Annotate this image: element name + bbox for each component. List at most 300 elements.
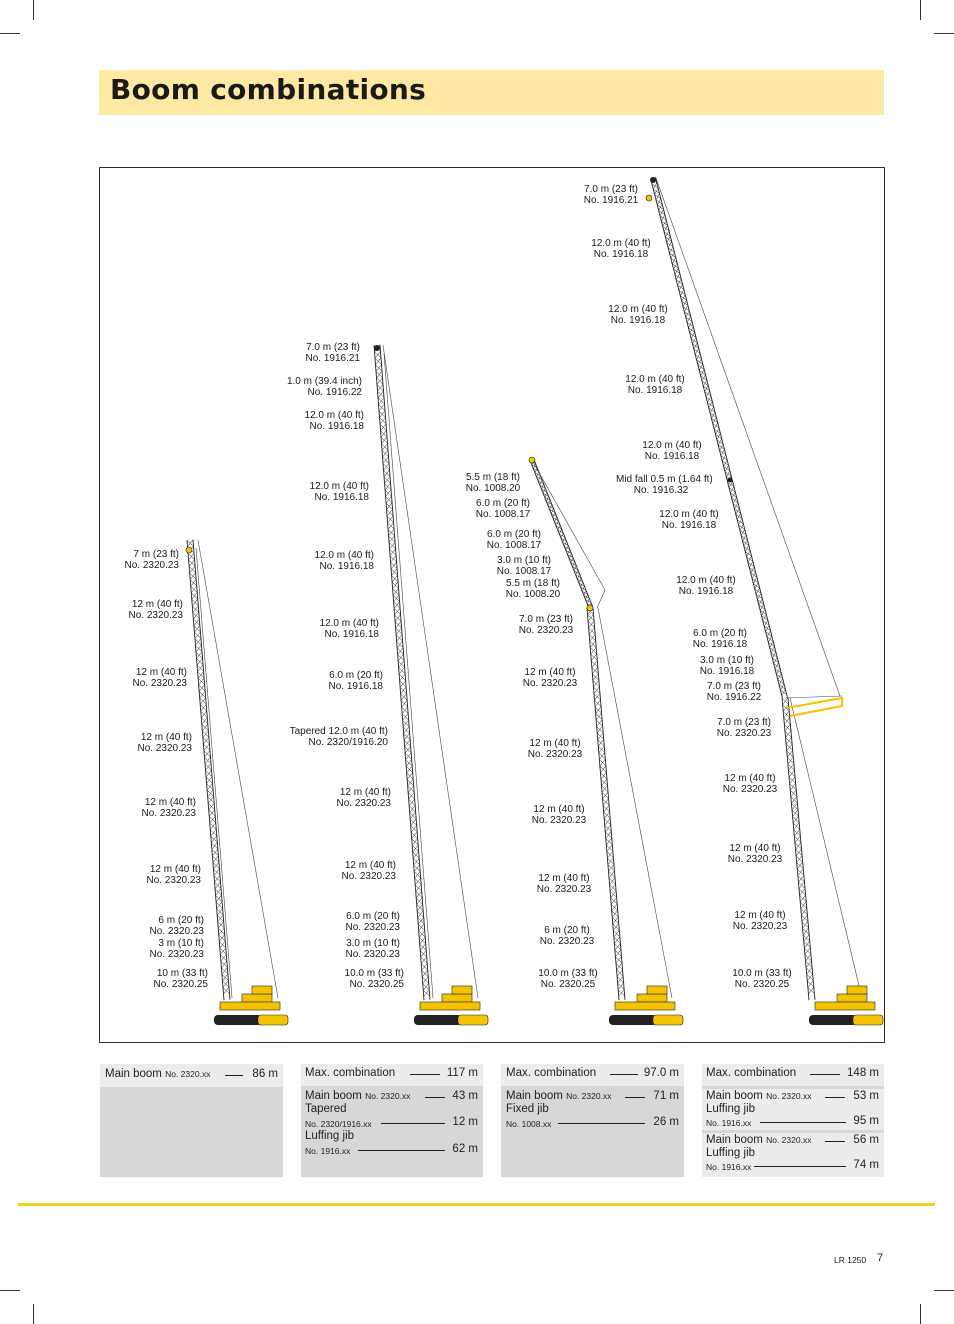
crane2-luffing-boom-member — [414, 872, 420, 878]
leader-line — [825, 1097, 845, 1098]
value: 62 m — [452, 1143, 478, 1155]
crane4-luffing-jib-member — [672, 257, 675, 264]
crane2-luffing-boom-member — [419, 938, 425, 944]
crane1-main-boom-member — [218, 922, 225, 928]
panel-row — [702, 1089, 884, 1130]
crane3-counterweight — [647, 986, 667, 994]
crane3-main-boom-member — [590, 641, 595, 648]
crane1-main-boom-member — [222, 974, 229, 980]
crane3-fixed-jib-member — [553, 512, 555, 518]
crane1-main-boom-member — [210, 830, 217, 836]
crane1-main-boom-member — [200, 691, 205, 698]
crane2-luffing-boom-member — [412, 838, 417, 845]
crane4-track-yellow — [853, 1015, 883, 1025]
crane4-main-boom-member — [808, 980, 813, 987]
value: 12 m — [452, 1116, 478, 1128]
crane4-section-label: 12.0 m (40 ft) No. 1916.18 — [676, 575, 736, 597]
crane1-main-boom-member — [215, 875, 220, 882]
crane1-section-label: 12 m (40 ft) No. 2320.23 — [137, 732, 192, 754]
crane1-superstructure — [242, 994, 272, 1002]
leader-line — [810, 1074, 840, 1075]
value: 86 m — [252, 1068, 278, 1080]
crane3-section-label: 10.0 m (33 ft) No. 2320.25 — [538, 968, 598, 990]
crane1-main-boom-member — [187, 540, 194, 546]
crane2-luffing-boom-member — [409, 806, 415, 812]
crane2-luffing-boom-member — [391, 562, 396, 569]
crane2-section-label: 12.0 m (40 ft) No. 1916.18 — [309, 481, 369, 503]
part-number: No. 1916.xx — [305, 1146, 351, 1156]
crane2-luffing-boom-member — [418, 924, 424, 930]
crane2-luffing-boom-member — [416, 891, 421, 898]
label: Main boom — [506, 1090, 563, 1102]
part-number: No. 2320.xx — [766, 1135, 812, 1145]
crane1-main-boom-member — [194, 625, 199, 632]
crane2-luffing-boom-member — [389, 543, 395, 549]
crane3-main-boom-member — [606, 845, 613, 851]
crane2-luffing-boom-member — [413, 851, 418, 858]
label: Max. combination — [706, 1067, 797, 1079]
leader-line — [225, 1075, 243, 1076]
crane2-luffing-boom-member — [395, 622, 401, 628]
crane4-luffing-jib-member — [716, 428, 719, 435]
crane2-luffing-boom-member — [388, 529, 394, 535]
crane1-main-boom-member — [213, 862, 218, 869]
crane1-main-boom-member — [204, 744, 209, 751]
crane2-luffing-boom-member — [413, 859, 419, 865]
crane4-main-boom-member — [804, 948, 811, 954]
crane2-luffing-boom-member — [402, 707, 407, 714]
crop-mark — [0, 33, 20, 34]
crane4-luffing-jib-member — [721, 449, 724, 456]
crane4-luffing-jib-member — [670, 247, 673, 254]
crane1-main-boom-member — [213, 869, 220, 875]
crane2-luffing-boom-member — [411, 825, 416, 832]
crane2-luffing-boom-member — [387, 509, 392, 516]
crane2-luffing-boom-member — [385, 490, 391, 496]
crane1-section-label: 12 m (40 ft) No. 2320.23 — [141, 797, 196, 819]
crane2-luffing-boom-member — [406, 759, 411, 766]
crane4-main-boom-member — [791, 796, 796, 803]
crane2-section-label: 3.0 m (10 ft) No. 2320.23 — [345, 938, 400, 960]
crane2-luffing-boom-member — [382, 451, 388, 457]
crane3-hook-block — [529, 457, 535, 463]
crane4-main-boom-member — [793, 817, 800, 823]
crane3-fixed-jib-member — [543, 488, 545, 494]
crane3-main-boom-member — [618, 990, 625, 996]
crane4-luffing-jib-member — [743, 535, 746, 542]
panel-header-row — [301, 1064, 483, 1086]
crane4-section-label: 7.0 m (23 ft) No. 2320.23 — [716, 717, 772, 739]
crane2-luffing-boom-member — [401, 694, 406, 701]
leader-line — [558, 1123, 645, 1124]
crane2-luffing-boom-member — [389, 536, 394, 543]
crane2-section-label: 1.0 m (39.4 inch) No. 1916.22 — [286, 376, 362, 398]
crane4-luffing-jib-member — [661, 215, 664, 222]
crane1-track — [214, 1015, 262, 1025]
crane1-main-boom-member — [192, 599, 197, 606]
crane1-main-boom-member — [202, 724, 209, 730]
crane2-luffing-boom-member — [398, 661, 404, 667]
crane3-strut — [597, 590, 605, 608]
panel-row — [100, 1064, 283, 1087]
crane1-main-boom-member — [188, 553, 195, 559]
crane4-section-label: 12 m (40 ft) No. 2320.23 — [722, 773, 778, 795]
crane1-main-boom-member — [203, 731, 208, 738]
crane2-luffing-boom-member — [422, 977, 428, 983]
crane2-luffing-boom-member — [420, 944, 425, 951]
crane4-strut — [785, 696, 842, 698]
crane2-luffing-boom-member — [405, 746, 410, 753]
crane4-luffing-jib-member — [710, 407, 713, 414]
crane1-counterweight — [252, 986, 272, 994]
crane1-section-label: 12 m (40 ft) No. 2320.23 — [146, 864, 201, 886]
crane3-section-label: 5.5 m (18 ft) No. 1008.20 — [505, 578, 561, 600]
crane4-main-boom-member — [793, 809, 798, 816]
crane3-main-boom-member — [616, 963, 623, 969]
crane4-luffing-jib-member — [655, 177, 787, 697]
crane3-main-boom-member — [612, 904, 617, 911]
panel-header-row — [501, 1064, 684, 1086]
crane3-main-boom-member — [606, 838, 611, 845]
crane1-main-boom-member — [191, 586, 196, 593]
crane4-main-boom-member — [788, 764, 795, 770]
crane4-luffing-jib-member — [699, 364, 702, 371]
crane3-main-boom-member — [601, 772, 606, 779]
crane2-luffing-boom-member — [416, 898, 422, 904]
crane2-luffing-boom-member — [380, 345, 430, 1000]
crane2-carbody — [420, 1002, 480, 1010]
label: Luffing jib — [706, 1103, 756, 1115]
crane2-luffing-boom-member — [380, 424, 386, 430]
leader-line — [425, 1097, 445, 1098]
crane3-fixed-jib-member — [573, 561, 575, 567]
crane2-luffing-boom-member — [420, 951, 426, 957]
crane3-section-label: 6.0 m (20 ft) No. 1008.17 — [486, 529, 542, 551]
crane2-hoist-rope — [384, 353, 433, 998]
crane1-main-boom-member — [194, 632, 201, 638]
value: 56 m — [853, 1134, 879, 1146]
crane3-main-boom-member — [611, 891, 616, 898]
crane3-main-boom-member — [615, 950, 622, 956]
crop-mark — [920, 1304, 921, 1324]
crane3-main-boom-member — [604, 812, 609, 819]
value: 117 m — [446, 1067, 478, 1079]
crane4-luffing-jib-member — [740, 524, 743, 531]
crane1-section-label: 12 m (40 ft) No. 2320.23 — [132, 667, 187, 689]
crane2-luffing-boom-member — [396, 635, 402, 641]
crane3-main-boom-member — [596, 706, 601, 713]
crane2-luffing-boom-member — [383, 464, 389, 470]
leader-line — [381, 1123, 445, 1124]
crane3-main-boom-member — [590, 648, 597, 654]
crane4-section-label: 7.0 m (23 ft) No. 1916.21 — [583, 184, 639, 206]
crane2-luffing-boom-member — [381, 430, 386, 437]
part-number: No. 2320.xx — [566, 1091, 612, 1101]
crane3-main-boom-member — [618, 983, 623, 990]
crane2-luffing-boom-member — [386, 503, 392, 509]
crane2-luffing-boom-member — [381, 437, 387, 443]
crane1-section-label: 10 m (33 ft) No. 2320.25 — [153, 968, 208, 990]
crane2-luffing-boom-member — [402, 714, 408, 720]
crane2-luffing-boom-member — [378, 391, 383, 398]
crane4-luffing-jib-member — [726, 471, 729, 478]
leader-line — [825, 1141, 845, 1142]
crane2-luffing-boom-member — [379, 411, 385, 417]
crane2-luffing-boom-member — [422, 970, 427, 977]
crane2-luffing-boom-member — [414, 865, 419, 872]
crane2-luffing-boom-member — [417, 911, 423, 917]
label: Main boom — [706, 1134, 763, 1146]
crane3-main-boom-member — [610, 885, 617, 891]
crane2-luffing-boom-member — [423, 990, 429, 996]
crane4-luffing-frame — [787, 698, 842, 716]
crane1-main-boom-member — [203, 738, 210, 744]
crane3-main-boom-member — [595, 693, 600, 700]
crane2-luffing-boom-member — [376, 365, 381, 372]
crane4-luffing-jib-member — [651, 179, 783, 699]
label: Max. combination — [506, 1067, 597, 1079]
crane1-main-boom-member — [208, 796, 213, 803]
crane1-main-boom-member — [206, 777, 213, 783]
crop-mark — [920, 0, 921, 20]
crane2-superstructure — [442, 994, 472, 1002]
crane2-section-label: 10.0 m (33 ft) No. 2320.25 — [344, 968, 404, 990]
crane4-luffing-jib-member — [697, 353, 700, 360]
crane4-luffing-jib-member — [664, 225, 667, 232]
crane1-main-boom-member — [221, 954, 226, 961]
crane4-section-label: 6.0 m (20 ft) No. 1916.18 — [692, 628, 748, 650]
crane3-main-boom-member — [607, 851, 612, 858]
crane2-luffing-boom-member — [388, 522, 393, 529]
value: 97.0 m — [643, 1067, 679, 1079]
crane4-track — [809, 1015, 857, 1025]
part-number: No. 1008.xx — [506, 1119, 552, 1129]
crane3-track — [609, 1015, 657, 1025]
crane1-main-boom-member — [199, 678, 204, 685]
crane2-luffing-boom-member — [394, 601, 399, 608]
crane4-section-label: 12.0 m (40 ft) No. 1916.18 — [591, 238, 651, 260]
crane3-main-boom-member — [604, 819, 611, 825]
crane4-luffing-jib-member — [675, 268, 678, 275]
crane2-luffing-boom-member — [408, 786, 413, 793]
crane2-luffing-boom-member — [397, 648, 403, 654]
crane4-main-boom-member — [806, 954, 811, 961]
crane3-main-boom-member — [596, 713, 603, 719]
crane3-main-boom-member — [615, 943, 620, 950]
crane3-fixed-jib-member — [576, 570, 578, 576]
crane1-main-boom-member — [218, 915, 223, 922]
crop-mark — [0, 1290, 20, 1291]
crane2-luffing-boom-member — [395, 615, 400, 622]
crane4-boom-head — [650, 177, 656, 183]
panel-tapered-luffing — [301, 1064, 483, 1177]
crane4-main-boom-member — [808, 988, 815, 994]
crane2-section-label: 12.0 m (40 ft) No. 1916.18 — [314, 550, 374, 572]
crane2-section-label: 12 m (40 ft) No. 2320.23 — [341, 860, 396, 882]
footer-model: LR 1250 — [834, 1255, 867, 1265]
crane4-luffing-jib-member — [772, 652, 775, 659]
crane2-luffing-boom-member — [382, 443, 387, 450]
crane2-luffing-boom-member — [376, 372, 382, 378]
crane2-luffing-boom-member — [377, 378, 382, 385]
crane3-section-label: 6 m (20 ft) No. 2320.23 — [539, 925, 595, 947]
crane3-main-boom-member — [600, 766, 607, 772]
crane4-section-label: 12.0 m (40 ft) No. 1916.18 — [642, 440, 702, 462]
crane3-fixed-jib-member — [550, 504, 552, 510]
crane2-luffing-boom-member — [411, 832, 417, 838]
crane2-luffing-boom-member — [393, 588, 398, 595]
crane4-luffing-jib-member — [780, 684, 783, 691]
crane3-section-label: 3.0 m (10 ft) No. 1008.17 — [496, 555, 552, 577]
leader-line — [625, 1097, 645, 1098]
crane2-track-yellow — [458, 1015, 488, 1025]
crane4-main-boom-member — [800, 895, 807, 901]
crane4-section-label: 7.0 m (23 ft) No. 1916.22 — [706, 681, 762, 703]
crane1-main-boom-member — [220, 948, 227, 954]
crane4-luffing-jib-member — [667, 236, 670, 243]
part-number: No. 1916.xx — [706, 1118, 752, 1128]
crane4-luffing-jib-member — [753, 577, 756, 584]
crane4-luffing-jib-member — [656, 193, 659, 200]
crane3-main-boom-member — [613, 917, 618, 924]
crane1-main-boom-member — [217, 902, 222, 909]
part-number: No. 2320/1916.xx — [305, 1119, 372, 1129]
crane2-luffing-boom-member — [396, 628, 401, 635]
crane4-main-boom-member — [800, 888, 805, 895]
crane4-main-boom-member — [807, 974, 814, 980]
crane1-main-boom-member — [210, 823, 215, 830]
crane3-fixed-jib-member — [586, 594, 588, 600]
crane1-main-boom-member — [219, 928, 224, 935]
crane3-main-boom-member — [613, 924, 620, 930]
crane2-luffing-boom-member — [404, 740, 410, 746]
crane2-luffing-boom-member — [418, 917, 423, 924]
crane3-superstructure — [637, 994, 667, 1002]
crane2-boom-head — [374, 345, 380, 351]
crane3-main-boom-member — [605, 832, 612, 838]
crane3-track-yellow — [653, 1015, 683, 1025]
crane1-section-label: 12 m (40 ft) No. 2320.23 — [128, 599, 183, 621]
crane4-main-boom-member — [794, 830, 801, 836]
crane4-main-boom-member — [782, 698, 789, 704]
label: Tapered — [305, 1103, 347, 1115]
crane2-luffing-boom-member — [403, 720, 408, 727]
leader-line — [754, 1166, 846, 1167]
crane3-main-boom-member — [608, 864, 613, 871]
panel-fixed-jib — [501, 1064, 684, 1177]
leader-line — [760, 1122, 846, 1123]
crane3-fixed-jib-member — [579, 578, 581, 584]
crane4-main-boom-member — [787, 751, 794, 757]
crane1-main-boom-member — [195, 646, 202, 652]
crane2-section-label: 6.0 m (20 ft) No. 1916.18 — [328, 670, 383, 692]
value: 74 m — [853, 1159, 879, 1171]
crane1-main-boom-member — [223, 981, 228, 988]
crane4-main-boom-member — [798, 875, 803, 882]
part-number: No. 2320.xx — [365, 1091, 411, 1101]
label: Luffing jib — [305, 1130, 355, 1142]
crane3-main-boom-member — [601, 779, 608, 785]
crane3-fixed-jib-member — [569, 553, 571, 559]
crane4-main-boom-member — [801, 902, 806, 909]
crane4-luffing-jib-member — [748, 556, 751, 563]
crane1-main-boom-member — [209, 817, 216, 823]
crane3-section-label: 12 m (40 ft) No. 2320.23 — [531, 804, 587, 826]
crane1-main-boom-member — [219, 935, 226, 941]
crane1-main-boom-member — [223, 988, 230, 994]
crane2-luffing-boom-member — [380, 417, 385, 424]
crane2-counterweight — [452, 986, 472, 994]
value: 53 m — [853, 1090, 879, 1102]
crane3-main-boom-member — [600, 759, 605, 766]
crane3-fixed-jib-member — [559, 529, 561, 535]
crane2-luffing-boom-member — [412, 845, 418, 851]
crane1-main-boom-member — [200, 698, 207, 704]
crane3-main-boom-member — [614, 937, 621, 943]
crane1-hook-block — [186, 547, 192, 553]
value: 26 m — [653, 1116, 679, 1128]
crane4-luffing-jib-member — [762, 609, 765, 616]
crane2-luffing-boom-member — [400, 680, 405, 687]
crane2-luffing-boom-member — [421, 964, 427, 970]
crane2-section-label: 6.0 m (20 ft) No. 2320.23 — [345, 911, 400, 933]
crane3-main-boom-member — [617, 977, 624, 983]
crane3-main-boom-member — [603, 806, 610, 812]
crane1-guy-line — [198, 540, 278, 998]
crane1-main-boom-member — [189, 559, 194, 566]
crane2-track — [414, 1015, 462, 1025]
crane3-main-boom-member — [614, 930, 619, 937]
label: Max. combination — [305, 1067, 396, 1079]
leader-line — [610, 1074, 638, 1075]
crane4-jib-guy — [656, 178, 840, 696]
crane1-main-boom-member — [205, 764, 212, 770]
crane1-main-boom-member — [207, 783, 212, 790]
panel-row — [702, 1133, 884, 1177]
boom-diagram — [99, 167, 885, 1043]
crane2-luffing-boom-member — [407, 773, 412, 780]
crane4-luffing-jib-member — [764, 620, 767, 627]
crane2-section-label: 12.0 m (40 ft) No. 1916.18 — [319, 618, 379, 640]
crane4-luffing-jib-member — [756, 588, 759, 595]
crane3-main-boom-member — [611, 898, 618, 904]
crane1-main-boom-member — [191, 593, 198, 599]
label: Luffing jib — [706, 1147, 756, 1159]
crane4-luffing-jib — [651, 177, 788, 698]
crane4-section-label: 3.0 m (10 ft) No. 1916.18 — [699, 655, 755, 677]
crane1-main-boom-member — [206, 770, 211, 777]
crane3-jib-pivot — [587, 605, 593, 611]
crane1-main-boom-member — [209, 809, 214, 816]
crane3-main-boom-member — [602, 792, 609, 798]
crane2-luffing-boom-member — [421, 957, 426, 964]
crane2-luffing-boom-member — [392, 582, 398, 588]
panel-main-boom — [100, 1064, 283, 1177]
crane4-luffing-jib-member — [713, 417, 716, 424]
crane4-luffing-jib-member — [751, 567, 754, 574]
crane1-main-boom-member — [193, 612, 198, 619]
header-band — [99, 70, 884, 115]
crane1-main-boom-member — [208, 803, 215, 809]
crane4-luffing-jib-member — [702, 375, 705, 382]
crane4-section-label: 10.0 m (33 ft) No. 2320.25 — [732, 968, 792, 990]
crane3-main-boom-member — [595, 700, 602, 706]
crane2-luffing-boom-member — [410, 812, 415, 819]
crane2-section-label: 7.0 m (23 ft) No. 1916.21 — [305, 342, 360, 364]
crane4-section-label: 12.0 m (40 ft) No. 1916.18 — [659, 509, 719, 531]
crane1-main-boom-member — [212, 856, 219, 862]
crane2-luffing-boom-member — [393, 595, 399, 601]
